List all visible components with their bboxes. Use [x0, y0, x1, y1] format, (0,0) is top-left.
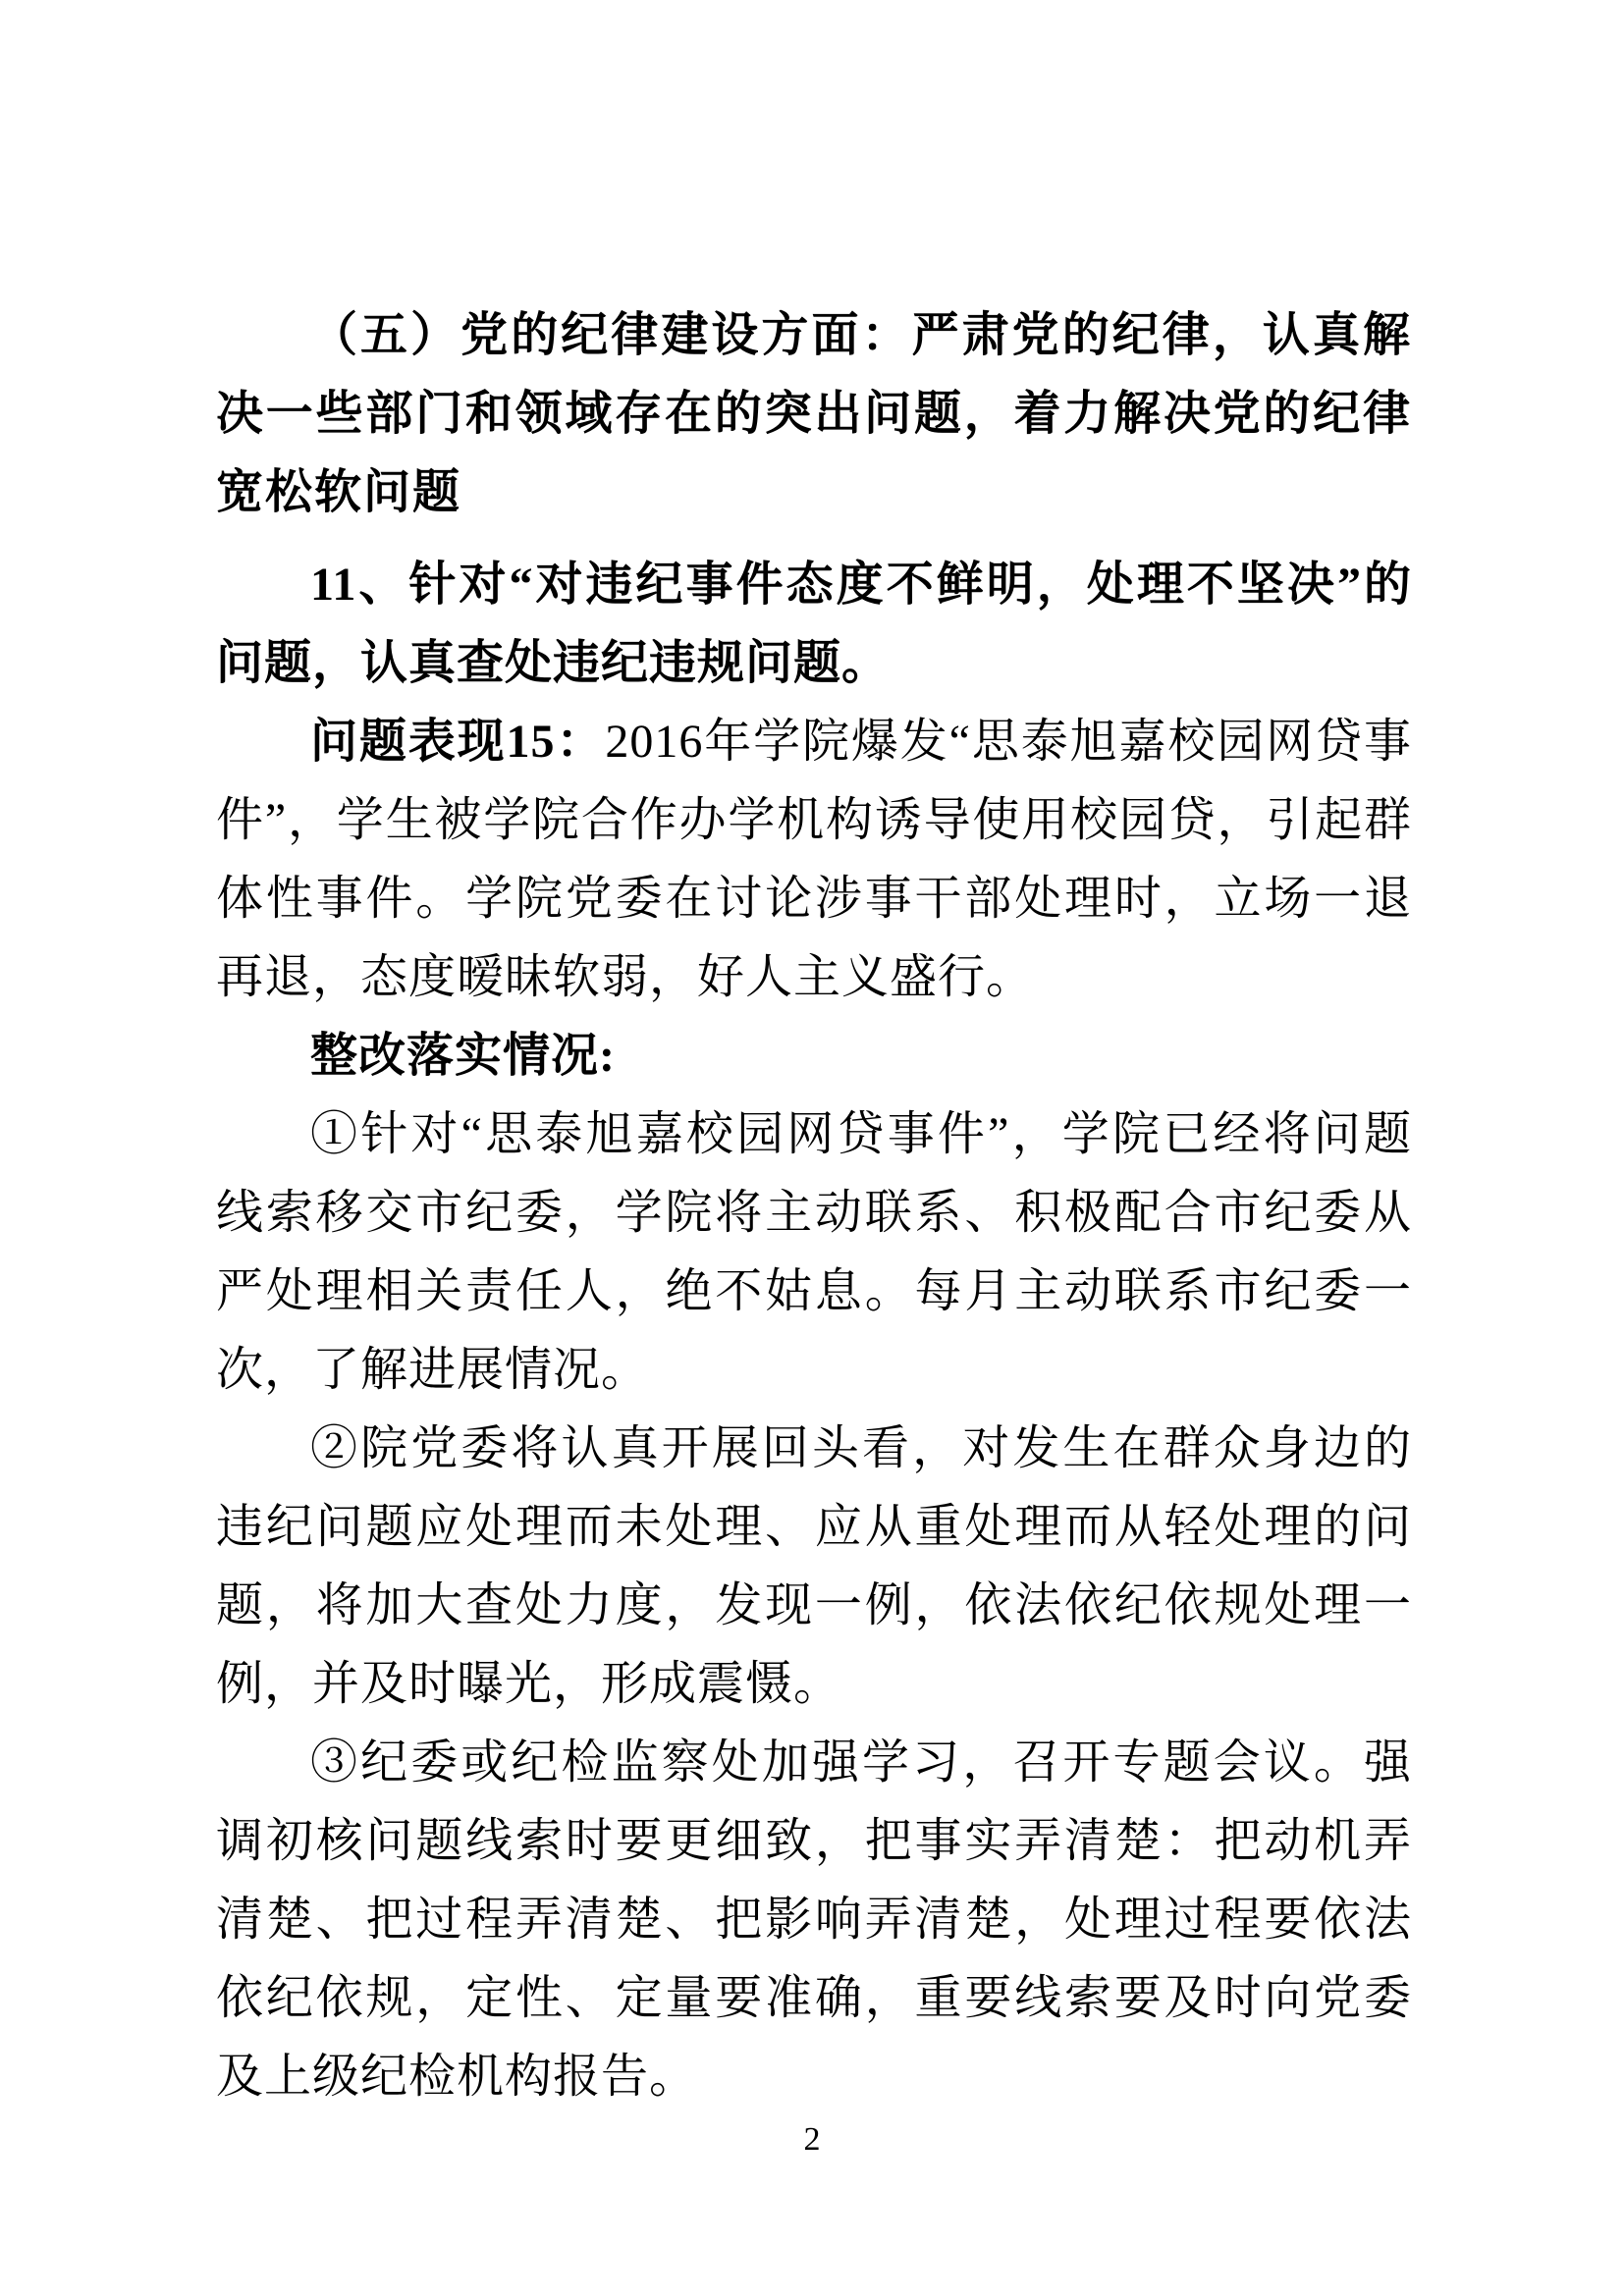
problem-label: 问题表现15：: [310, 716, 606, 768]
problem-text: 2016年学院爆发“思泰旭嘉校园网贷事件”，学生被学院合作办学机构诱导使用校园贷，引起群体性事件。学院党委在讨论涉事干部处理时，立场一退再退，态度暧昧软弱，好人主义盛行。: [216, 716, 1412, 1003]
point-11-paragraph: 11、针对“对违纪事件态度不鲜明，处理不坚决”的问题，认真查处违纪违规问题。: [216, 559, 1412, 689]
problem-paragraph: [216, 703, 1412, 1017]
page-number: 2: [803, 2121, 821, 2158]
section-heading: （五）党的纪律建设方面：严肃党的纪律，认真解决一些部门和领域存在的突出问题，着力解决党的纪律宽松软问题: [216, 309, 1412, 518]
rectification-item-2: ②院党委将认真开展回头看，对发生在群众身边的违纪问题应处理而未处理、应从重处理而从轻处理的问题，将加大查处力度，发现一例，依法依纪依规处理一例，并及时曝光，形成震慑。: [216, 1422, 1412, 1710]
rectification-item-3: ③纪委或纪检监察处加强学习，召开专题会议。强调初核问题线索时要更细致，把事实弄清楚：把动机弄清楚、把过程弄清楚、把影响弄清楚，处理过程要依法依纪依规，定性、定量要准确，重要线索要及时向党委及上级纪检机构报告。: [216, 1736, 1412, 2103]
rectification-item-1: ①针对“思泰旭嘉校园网贷事件”，学院已经将问题线索移交市纪委，学院将主动联系、积极配合市纪委从严处理相关责任人，绝不姑息。每月主动联系市纪委一次，了解进展情况。: [216, 1108, 1412, 1396]
rectification-label: 整改落实情况:: [310, 1030, 616, 1082]
document-page: [216, 296, 1412, 2116]
